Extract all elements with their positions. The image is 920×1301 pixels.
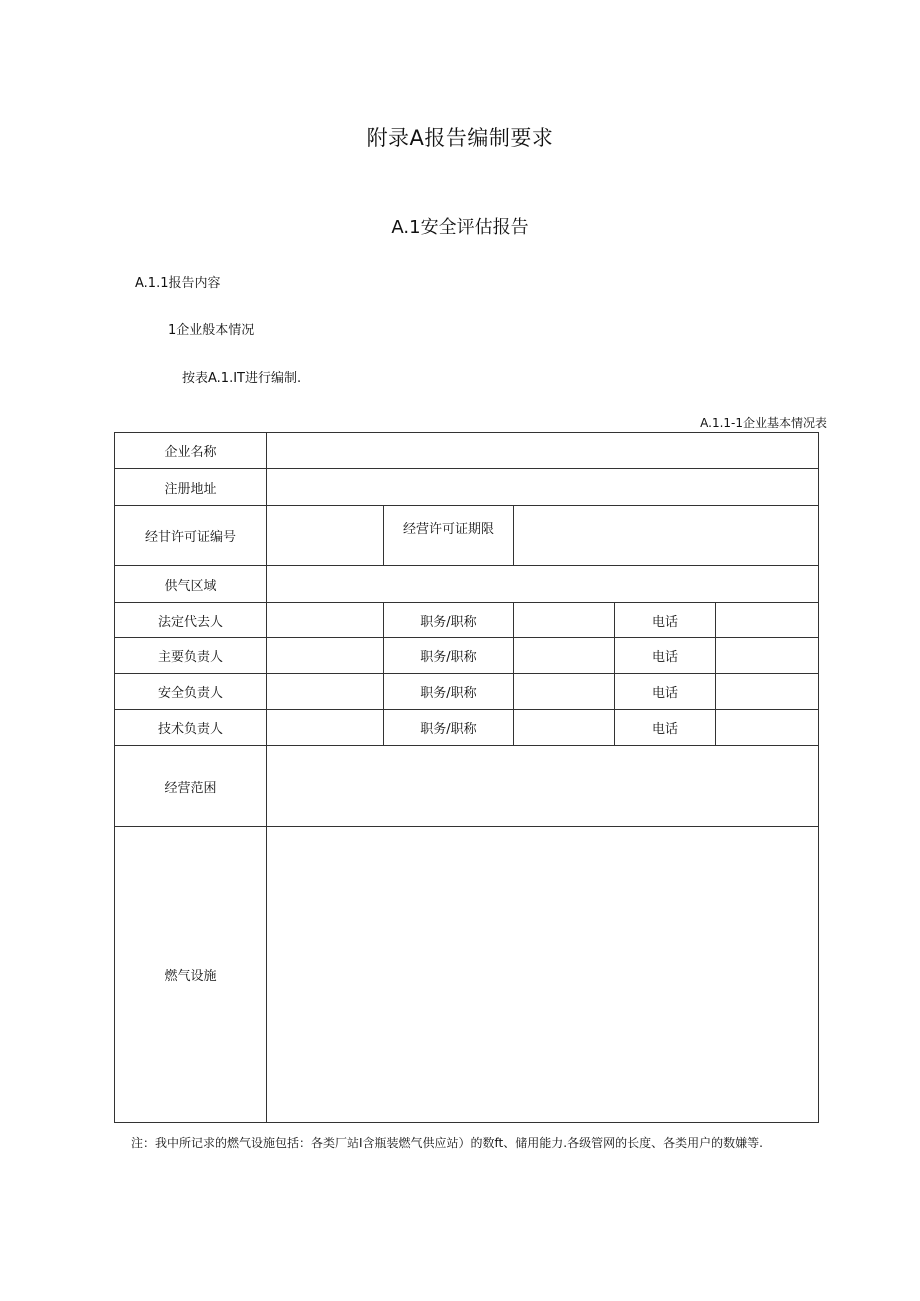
position-label: 职务/职称 bbox=[384, 674, 514, 710]
position-label: 职务/职称 bbox=[384, 603, 514, 638]
table-row bbox=[115, 603, 819, 638]
person-name-field[interactable] bbox=[267, 674, 384, 710]
instruction-text: 按表A.1.IT进行编制. bbox=[182, 371, 302, 386]
license-period-field[interactable] bbox=[514, 506, 819, 566]
person-label: 安全负责人 bbox=[115, 674, 267, 710]
person-name-field[interactable] bbox=[267, 603, 384, 638]
table-row bbox=[115, 566, 819, 603]
supply-area-label: 供气区域 bbox=[115, 566, 267, 603]
table-row bbox=[115, 638, 819, 674]
position-label: 职务/职称 bbox=[384, 638, 514, 674]
person-label: 技术负责人 bbox=[115, 710, 267, 746]
company-name-label: 企业名称 bbox=[115, 433, 267, 469]
table-footnote: 注：我中所记求的燃气设施包括：各类厂站I含瓶装燃气供应站）的数ft、储用能力.各级管网的长度、各类用户的数嫌等. bbox=[131, 1136, 763, 1150]
phone-field[interactable] bbox=[716, 603, 819, 638]
gas-facilities-label: 燃气设施 bbox=[115, 827, 267, 1123]
table-caption: A.1.1-1企业基本情况表 bbox=[700, 416, 827, 430]
business-scope-label: 经营范困 bbox=[115, 746, 267, 827]
company-name-field[interactable] bbox=[267, 433, 819, 469]
table-row bbox=[115, 433, 819, 469]
phone-label: 电话 bbox=[615, 674, 716, 710]
person-name-field[interactable] bbox=[267, 638, 384, 674]
person-label: 法定代去人 bbox=[115, 603, 267, 638]
phone-label: 电话 bbox=[615, 710, 716, 746]
document-title: 附录A报告编制要求 bbox=[366, 126, 554, 150]
position-field[interactable] bbox=[514, 638, 615, 674]
supply-area-field[interactable] bbox=[267, 566, 819, 603]
table-row bbox=[115, 506, 819, 566]
subsection-title: A.1.1报告内容 bbox=[135, 276, 221, 291]
table-row bbox=[115, 827, 819, 1123]
table-row bbox=[115, 674, 819, 710]
license-no-label: 经甘许可证编号 bbox=[115, 506, 267, 566]
license-period-label: 经营许可证期限 bbox=[384, 506, 514, 566]
phone-label: 电话 bbox=[615, 638, 716, 674]
phone-field[interactable] bbox=[716, 674, 819, 710]
position-field[interactable] bbox=[514, 603, 615, 638]
position-field[interactable] bbox=[514, 710, 615, 746]
table-row bbox=[115, 710, 819, 746]
phone-field[interactable] bbox=[716, 710, 819, 746]
person-label: 主要负责人 bbox=[115, 638, 267, 674]
table-row bbox=[115, 469, 819, 506]
position-field[interactable] bbox=[514, 674, 615, 710]
table-row bbox=[115, 746, 819, 827]
company-info-table bbox=[114, 432, 818, 1123]
person-name-field[interactable] bbox=[267, 710, 384, 746]
reg-address-label: 注册地址 bbox=[115, 469, 267, 506]
gas-facilities-field[interactable] bbox=[267, 827, 819, 1123]
business-scope-field[interactable] bbox=[267, 746, 819, 827]
reg-address-field[interactable] bbox=[267, 469, 819, 506]
item-title: 1企业般本情况 bbox=[168, 323, 255, 338]
position-label: 职务/职称 bbox=[384, 710, 514, 746]
license-no-field[interactable] bbox=[267, 506, 384, 566]
phone-field[interactable] bbox=[716, 638, 819, 674]
section-title: A.1安全评估报告 bbox=[391, 217, 529, 238]
phone-label: 电话 bbox=[615, 603, 716, 638]
